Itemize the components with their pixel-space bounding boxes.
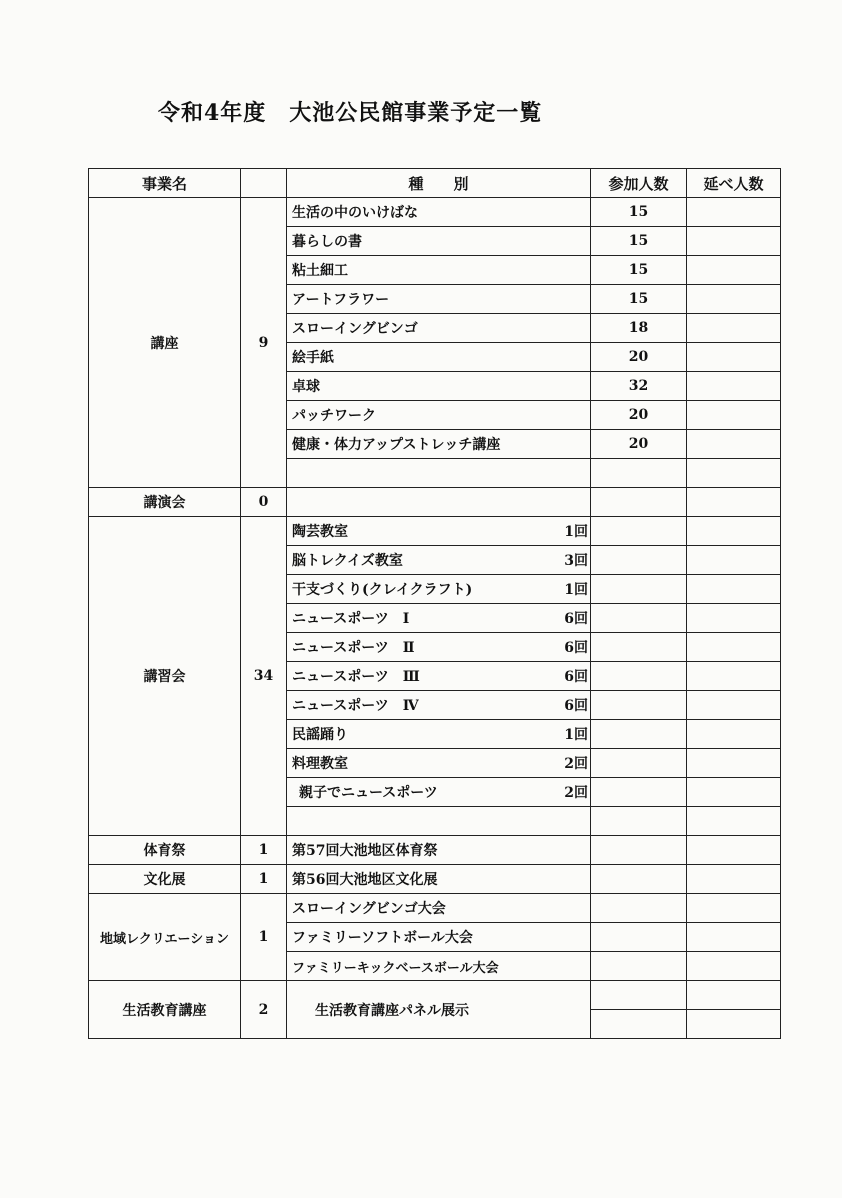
participants-cell [591, 691, 687, 720]
participants-cell: 20 [591, 343, 687, 372]
participants-cell [591, 604, 687, 633]
kind-label: 陶芸教室 [292, 524, 348, 540]
table-row [89, 981, 781, 1010]
times-label: 6回 [564, 669, 588, 685]
total-cell [687, 256, 781, 285]
participants-cell [591, 546, 687, 575]
total-cell [687, 633, 781, 662]
category-count: 1 [241, 836, 287, 865]
total-cell [687, 749, 781, 778]
total-cell [687, 807, 781, 836]
kind-cell: 生活の中のいけばな [287, 198, 591, 227]
category-name: 地域レクリエーション [89, 894, 241, 981]
participants-cell [591, 778, 687, 807]
kind-cell: スローイングビンゴ [287, 314, 591, 343]
total-cell [687, 430, 781, 459]
total-cell [687, 198, 781, 227]
kind-label: 脳トレクイズ教室 [292, 553, 403, 569]
total-cell [687, 894, 781, 923]
kind-cell [287, 459, 591, 488]
total-cell [687, 981, 781, 1010]
participants-cell: 20 [591, 401, 687, 430]
category-count: 1 [241, 894, 287, 981]
total-cell [687, 546, 781, 575]
kind-cell [287, 604, 591, 633]
total-cell [687, 1010, 781, 1039]
header-count [241, 169, 287, 198]
kind-cell [287, 662, 591, 691]
kind-label: ニュースポーツ Ⅳ [292, 698, 419, 714]
kind-cell: 卓球 [287, 372, 591, 401]
kind-cell [287, 575, 591, 604]
category-name: 生活教育講座 [89, 981, 241, 1039]
total-cell [687, 575, 781, 604]
participants-cell: 15 [591, 227, 687, 256]
total-cell [687, 488, 781, 517]
table-row [89, 517, 781, 546]
schedule-table [88, 168, 781, 1039]
header-name: 事業名 [89, 169, 241, 198]
participants-cell: 15 [591, 256, 687, 285]
category-count: 34 [241, 517, 287, 836]
total-cell [687, 314, 781, 343]
times-label: 3回 [564, 553, 588, 569]
participants-cell: 15 [591, 285, 687, 314]
kind-cell: 生活教育講座パネル展示 [287, 981, 591, 1039]
page-title: 令和4年度 大池公民館事業予定一覧 [158, 100, 543, 126]
participants-cell [591, 633, 687, 662]
category-name: 講演会 [89, 488, 241, 517]
total-cell [687, 720, 781, 749]
times-label: 6回 [564, 611, 588, 627]
header-total: 延べ人数 [687, 169, 781, 198]
kind-cell [287, 691, 591, 720]
kind-cell [287, 546, 591, 575]
kind-cell: ファミリーキックベースボール大会 [287, 952, 591, 981]
table-row [89, 488, 781, 517]
total-cell [687, 604, 781, 633]
times-label: 1回 [564, 524, 588, 540]
participants-cell [591, 662, 687, 691]
kind-cell: 暮らしの書 [287, 227, 591, 256]
total-cell [687, 401, 781, 430]
participants-cell: 18 [591, 314, 687, 343]
participants-cell [591, 807, 687, 836]
kind-cell [287, 633, 591, 662]
table-row [89, 894, 781, 923]
kind-cell: 粘土細工 [287, 256, 591, 285]
participants-cell [591, 836, 687, 865]
participants-cell [591, 894, 687, 923]
kind-label: ニュースポーツ Ⅰ [292, 611, 410, 627]
kind-cell: パッチワーク [287, 401, 591, 430]
total-cell [687, 923, 781, 952]
kind-cell: ファミリーソフトボール大会 [287, 923, 591, 952]
times-label: 2回 [564, 785, 588, 801]
participants-cell [591, 749, 687, 778]
times-label: 6回 [564, 698, 588, 714]
kind-cell: 健康・体力アップストレッチ講座 [287, 430, 591, 459]
total-cell [687, 343, 781, 372]
participants-cell [591, 720, 687, 749]
category-name: 体育祭 [89, 836, 241, 865]
participants-cell [591, 488, 687, 517]
participants-cell [591, 981, 687, 1010]
category-name: 講座 [89, 198, 241, 488]
total-cell [687, 662, 781, 691]
kind-cell: スローイングビンゴ大会 [287, 894, 591, 923]
participants-cell: 32 [591, 372, 687, 401]
kind-cell [287, 778, 591, 807]
participants-cell [591, 575, 687, 604]
category-count: 9 [241, 198, 287, 488]
total-cell [687, 836, 781, 865]
participants-cell [591, 952, 687, 981]
table-row [89, 836, 781, 865]
times-label: 6回 [564, 640, 588, 656]
kind-cell [287, 720, 591, 749]
header-row [89, 169, 781, 198]
total-cell [687, 865, 781, 894]
times-label: 2回 [564, 756, 588, 772]
total-cell [687, 778, 781, 807]
total-cell [687, 517, 781, 546]
category-name: 講習会 [89, 517, 241, 836]
participants-cell [591, 517, 687, 546]
kind-label: 親子でニュースポーツ [299, 785, 438, 801]
kind-cell: アートフラワー [287, 285, 591, 314]
total-cell [687, 227, 781, 256]
kind-cell: 絵手紙 [287, 343, 591, 372]
kind-cell [287, 517, 591, 546]
participants-cell: 20 [591, 430, 687, 459]
category-count: 2 [241, 981, 287, 1039]
category-count: 1 [241, 865, 287, 894]
total-cell [687, 952, 781, 981]
participants-cell [591, 923, 687, 952]
total-cell [687, 459, 781, 488]
kind-cell: 第57回大池地区体育祭 [287, 836, 591, 865]
header-participants: 参加人数 [591, 169, 687, 198]
category-count: 0 [241, 488, 287, 517]
kind-cell [287, 488, 591, 517]
kind-cell [287, 749, 591, 778]
times-label: 1回 [564, 582, 588, 598]
kind-cell: 第56回大池地区文化展 [287, 865, 591, 894]
participants-cell [591, 459, 687, 488]
table-row [89, 198, 781, 227]
participants-cell [591, 1010, 687, 1039]
kind-label: 干支づくり(クレイクラフト) [292, 582, 473, 598]
kind-label: 料理教室 [292, 756, 348, 772]
kind-cell [287, 807, 591, 836]
category-name: 文化展 [89, 865, 241, 894]
times-label: 1回 [564, 727, 588, 743]
header-kind: 種 別 [287, 169, 591, 198]
participants-cell [591, 865, 687, 894]
kind-label: ニュースポーツ Ⅲ [292, 669, 420, 685]
kind-label: ニュースポーツ Ⅱ [292, 640, 415, 656]
kind-label: 民謡踊り [292, 727, 348, 743]
total-cell [687, 691, 781, 720]
table-row [89, 865, 781, 894]
total-cell [687, 372, 781, 401]
participants-cell: 15 [591, 198, 687, 227]
total-cell [687, 285, 781, 314]
